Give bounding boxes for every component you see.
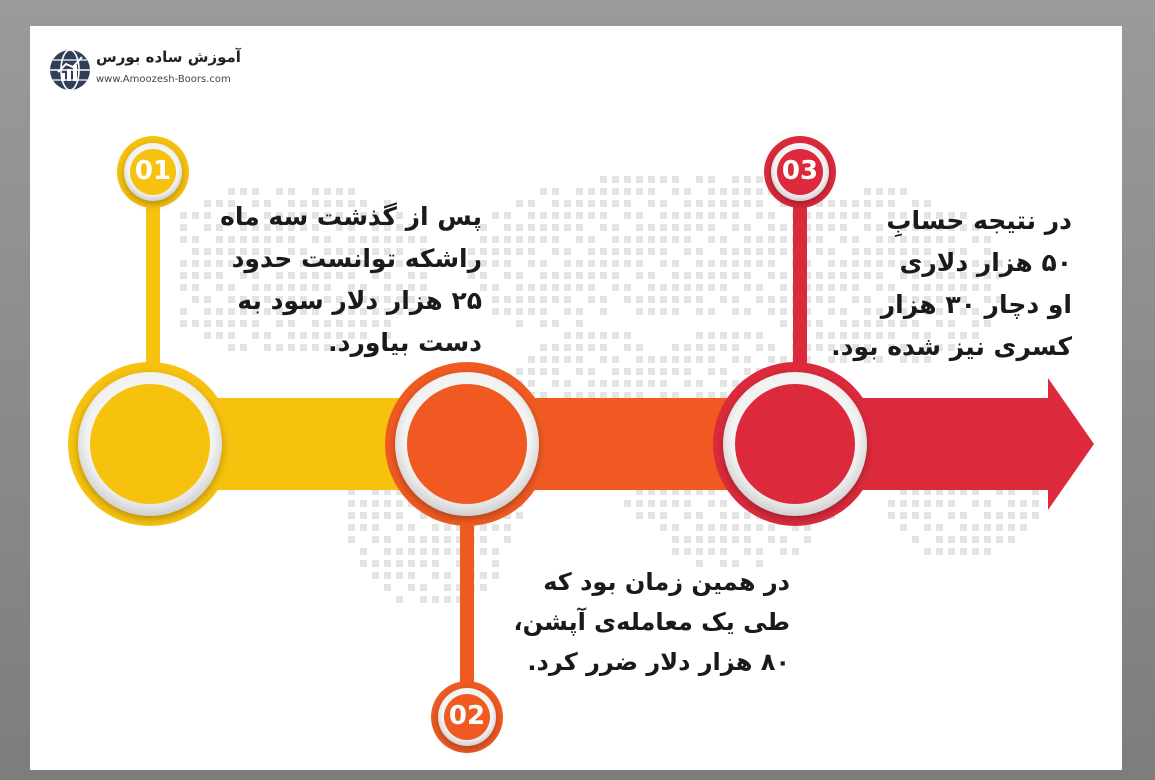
step-circle-02 bbox=[385, 362, 549, 526]
connector-01 bbox=[146, 200, 160, 380]
step-text-03 bbox=[770, 200, 1072, 368]
step-circle-03 bbox=[713, 362, 877, 526]
step-text-line: کسری نیز شده بود. bbox=[831, 332, 1072, 361]
step-text-line: پس از گذشت سه ماه bbox=[220, 202, 482, 231]
step-text-line: طی یک معامله‌ی آپشن، bbox=[513, 608, 790, 636]
step-text-line: ۲۵ هزار دلار سود به bbox=[237, 286, 482, 315]
step-text-line: ۸۰ هزار دلار ضرر کرد. bbox=[527, 648, 790, 676]
step-text-line: در نتیجه حسابِ bbox=[886, 206, 1072, 235]
step-text-line: ۵۰ هزار دلاری bbox=[899, 248, 1072, 277]
step-number-02: 02 bbox=[448, 701, 486, 731]
step-number-03: 03 bbox=[781, 156, 819, 186]
step-text-line: در همین زمان بود که bbox=[543, 568, 790, 596]
brand-title: آموزش ساده بورس bbox=[96, 48, 241, 66]
step-text-line: راشکه توانست حدود bbox=[231, 244, 482, 273]
step-text-line: او دچار ۳۰ هزار bbox=[880, 290, 1072, 319]
step-text-01 bbox=[160, 196, 482, 364]
step-circle-01 bbox=[68, 362, 232, 526]
step-number-01: 01 bbox=[134, 156, 172, 186]
brand-url: www.Amoozesh-Boors.com bbox=[96, 74, 231, 85]
step-text-line: دست بیاورد. bbox=[328, 328, 482, 357]
step-text-02 bbox=[460, 562, 790, 682]
